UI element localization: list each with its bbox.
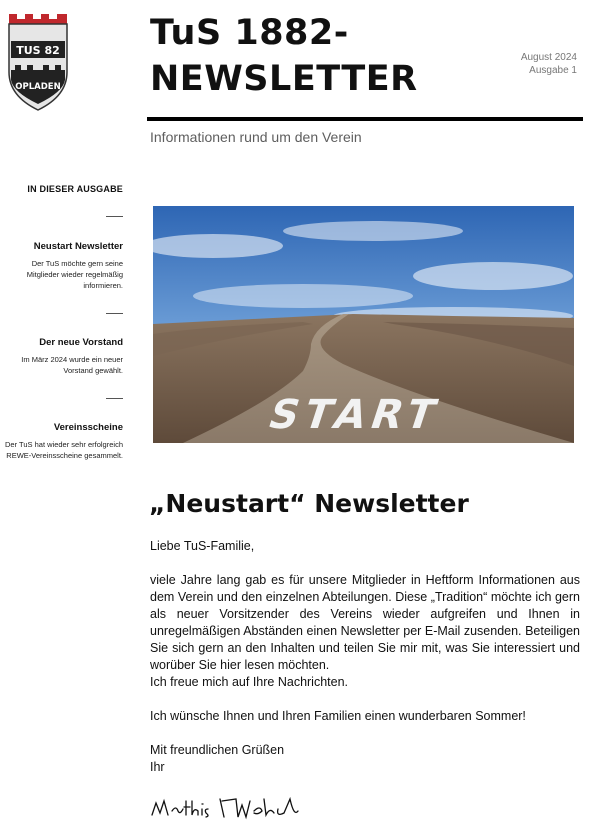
issue-info [521,51,577,77]
club-logo [5,10,71,114]
article-body [150,538,580,776]
title-line-1: TuS 1882- [150,13,349,53]
road-text-start [263,391,448,438]
logo-text-top: TUS 82 [16,44,60,57]
sidebar-item-neustart[interactable] [4,241,123,291]
handwritten-signature [150,787,300,823]
sidebar-divider [106,313,123,314]
sidebar-item-text: Im März 2024 wurde ein neuer Vorstand gewählt. [21,355,123,375]
article-heading: „Neustart“ Newsletter [149,489,469,518]
svg-text:START: START [262,390,449,438]
start-road-photo [153,206,574,443]
title-line-2: NEWSLETTER [150,59,418,99]
issue-date: August 2024 [520,52,577,63]
issue-number: Ausgabe 1 [529,65,577,76]
newsletter-title [150,10,490,102]
sidebar-divider [106,398,123,399]
sidebar-item-vereinsscheine[interactable] [4,422,123,461]
subtitle: Informationen rund um den Verein [150,129,362,145]
sidebar-item-title: Der neue Vorstand [39,337,123,348]
article-paragraph: viele Jahre lang gab es für unsere Mitglieder in Heftform Informationen aus dem Verein und den einzelnen Abteilungen. Diese „Tradition“ möchte ich gern als neuer Vorsitzender des Vereins wieder aufgreifen und Ihnen in unregelmäßigen Abständen einen Newsletter per E-Mail zusenden. Beteiligen Sie sich gern an den Inhalten und teilen Sie mir mit, was Sie interessiert und worüber Sie hier lesen möchten. [150,573,580,672]
sidebar-item-text: Der TuS möchte gern seine Mitglieder wieder regelmäßig informieren. [26,259,123,290]
sidebar-divider [106,216,123,217]
sidebar-item-text: Der TuS hat wieder sehr erfolgreich REWE-Vereinsscheine gesammelt. [5,440,123,460]
sidebar-item-title: Neustart Newsletter [33,241,123,252]
reply-line: Ich freue mich auf Ihre Nachrichten. [150,675,349,689]
closing-greeting: Mit freundlichen Grüßen [150,743,285,757]
sidebar-item-vorstand[interactable] [4,337,123,376]
logo-text-bottom: OPLADEN [15,82,61,92]
summer-wish: Ich wünsche Ihnen und Ihren Familien einen wunderbaren Sommer! [150,709,526,723]
closing-ihr: Ihr [150,760,165,774]
sidebar-heading: IN DIESER AUSGABE [27,184,123,194]
header-rule [147,117,583,121]
sidebar-contents [4,184,123,461]
salutation: Liebe TuS-Familie, [150,539,255,553]
sidebar-item-title: Vereinsscheine [53,422,123,433]
